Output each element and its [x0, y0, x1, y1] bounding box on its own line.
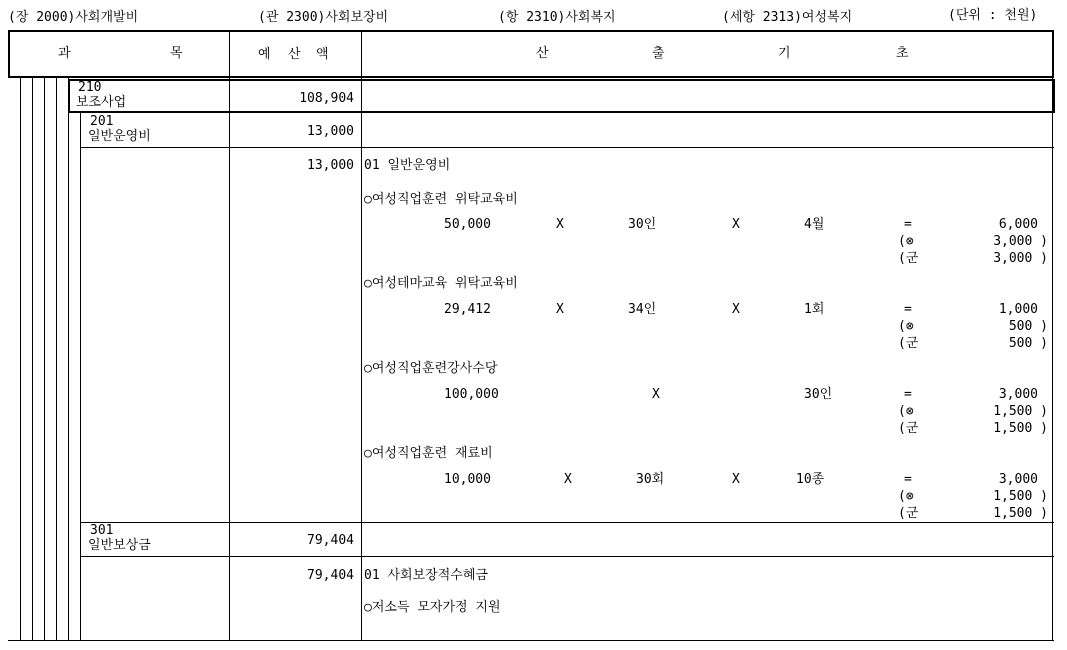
col-header-budget-3: 액: [316, 47, 329, 62]
item-3-total: 3,000: [998, 387, 1038, 402]
row-301-detail-amount: 79,404: [307, 568, 354, 583]
item-2-share-1-label: (⊗: [898, 319, 914, 334]
header-left-border: [8, 30, 10, 78]
item-2-total: 1,000: [998, 302, 1038, 317]
item-2-equals: =: [904, 302, 912, 317]
item-1-share-2-value: 3,000 ): [993, 251, 1048, 266]
item-4-equals: =: [904, 472, 912, 487]
row-301-name: 일반보상금: [88, 538, 151, 553]
row-201-bottom: [80, 147, 1054, 148]
item-3-equals: =: [904, 387, 912, 402]
col-header-basis-2: 출: [652, 46, 665, 61]
table-top-border: [8, 30, 1054, 32]
col-header-budget-1: 예: [258, 47, 271, 62]
nest-line-2: [32, 78, 33, 641]
item-3-title: ○여성직업훈련강사수당: [364, 361, 498, 376]
table-bottom-border: [8, 640, 1054, 641]
row-210-code: 210: [78, 80, 102, 95]
col-header-basis-3: 기: [778, 46, 791, 61]
item-1-share-1-label: (⊗: [898, 234, 914, 249]
hang-label: (항 2310)사회복지: [498, 10, 616, 25]
item-3-times: X: [652, 387, 660, 402]
item-1-share-1-value: 3,000 ): [993, 234, 1048, 249]
col-header-basis-4: 초: [896, 46, 909, 61]
item-4-share-1-label: (⊗: [898, 489, 914, 504]
item-2-share-2-value: 500 ): [1008, 336, 1048, 351]
col-divider-2: [361, 30, 362, 641]
item-1-times-1: X: [556, 217, 564, 232]
item-2-times-2: X: [732, 302, 740, 317]
jang-label: (장 2000)사회개발비: [8, 10, 139, 25]
item-1-share-2-label: (군: [898, 251, 919, 266]
item-4-share-2-label: (군: [898, 506, 919, 521]
item-1-unit-price: 50,000: [444, 217, 491, 232]
item-1-title: ○여성직업훈련 위탁교육비: [364, 192, 518, 207]
item-2-times-1: X: [556, 302, 564, 317]
nest-line-5: [68, 78, 69, 641]
unit-label: (단위 : 천원): [948, 8, 1038, 23]
row-301-item-1: ○저소득 모자가정 지원: [364, 600, 501, 615]
item-4-unit-price: 10,000: [444, 472, 491, 487]
header-bottom-border: [8, 76, 1054, 78]
col-divider-1: [229, 30, 230, 641]
nest-line-6: [80, 112, 81, 641]
item-3-qty: 30인: [804, 387, 833, 402]
row-210-frame: [68, 79, 1055, 113]
row-301-code: 301: [90, 523, 114, 538]
item-1-period: 4월: [804, 217, 825, 232]
item-1-equals: =: [904, 217, 912, 232]
nest-line-3: [44, 78, 45, 641]
row-210-name: 보조사업: [76, 95, 127, 110]
row-301-bottom: [80, 556, 1054, 557]
item-1-total: 6,000: [998, 217, 1038, 232]
row-301-amount: 79,404: [307, 533, 354, 548]
item-3-share-1-label: (⊗: [898, 404, 914, 419]
gwan-label: (관 2300)사회보장비: [258, 10, 389, 25]
row-201-detail-amount: 13,000: [307, 158, 354, 173]
col-header-basis-1: 산: [536, 46, 549, 61]
item-2-qty: 34인: [628, 302, 657, 317]
row-301-detail-title: 01 사회보장적수혜금: [364, 568, 488, 583]
item-2-title: ○여성테마교육 위탁교육비: [364, 276, 518, 291]
item-4-times-1: X: [564, 472, 572, 487]
item-4-times-2: X: [732, 472, 740, 487]
item-1-qty: 30인: [628, 217, 657, 232]
sehang-label: (세항 2313)여성복지: [722, 10, 853, 25]
col-header-subject-1: 과: [58, 46, 71, 61]
item-4-title: ○여성직업훈련 재료비: [364, 446, 493, 461]
item-2-share-2-label: (군: [898, 336, 919, 351]
item-4-types: 10종: [796, 472, 825, 487]
item-2-share-1-value: 500 ): [1008, 319, 1048, 334]
item-3-share-2-label: (군: [898, 421, 919, 436]
item-3-share-1-value: 1,500 ): [993, 404, 1048, 419]
item-3-share-2-value: 1,500 ): [993, 421, 1048, 436]
nest-line-1: [20, 78, 21, 641]
row-301-top: [80, 522, 1054, 523]
item-1-times-2: X: [732, 217, 740, 232]
item-4-qty: 30회: [636, 472, 665, 487]
item-4-share-2-value: 1,500 ): [993, 506, 1048, 521]
header-right-border: [1052, 30, 1054, 78]
item-2-unit-price: 29,412: [444, 302, 491, 317]
item-4-total: 3,000: [998, 472, 1038, 487]
row-201-code: 201: [90, 114, 114, 129]
col-header-budget-2: 산: [288, 47, 301, 62]
row-201-detail-title: 01 일반운영비: [364, 158, 451, 173]
row-201-name: 일반운영비: [88, 129, 151, 144]
item-3-unit-price: 100,000: [444, 387, 499, 402]
row-210-amount: 108,904: [299, 91, 354, 106]
row-201-amount: 13,000: [307, 124, 354, 139]
item-2-period: 1회: [804, 302, 825, 317]
col-header-subject-2: 목: [170, 46, 183, 61]
nest-line-4: [56, 78, 57, 641]
item-4-share-1-value: 1,500 ): [993, 489, 1048, 504]
